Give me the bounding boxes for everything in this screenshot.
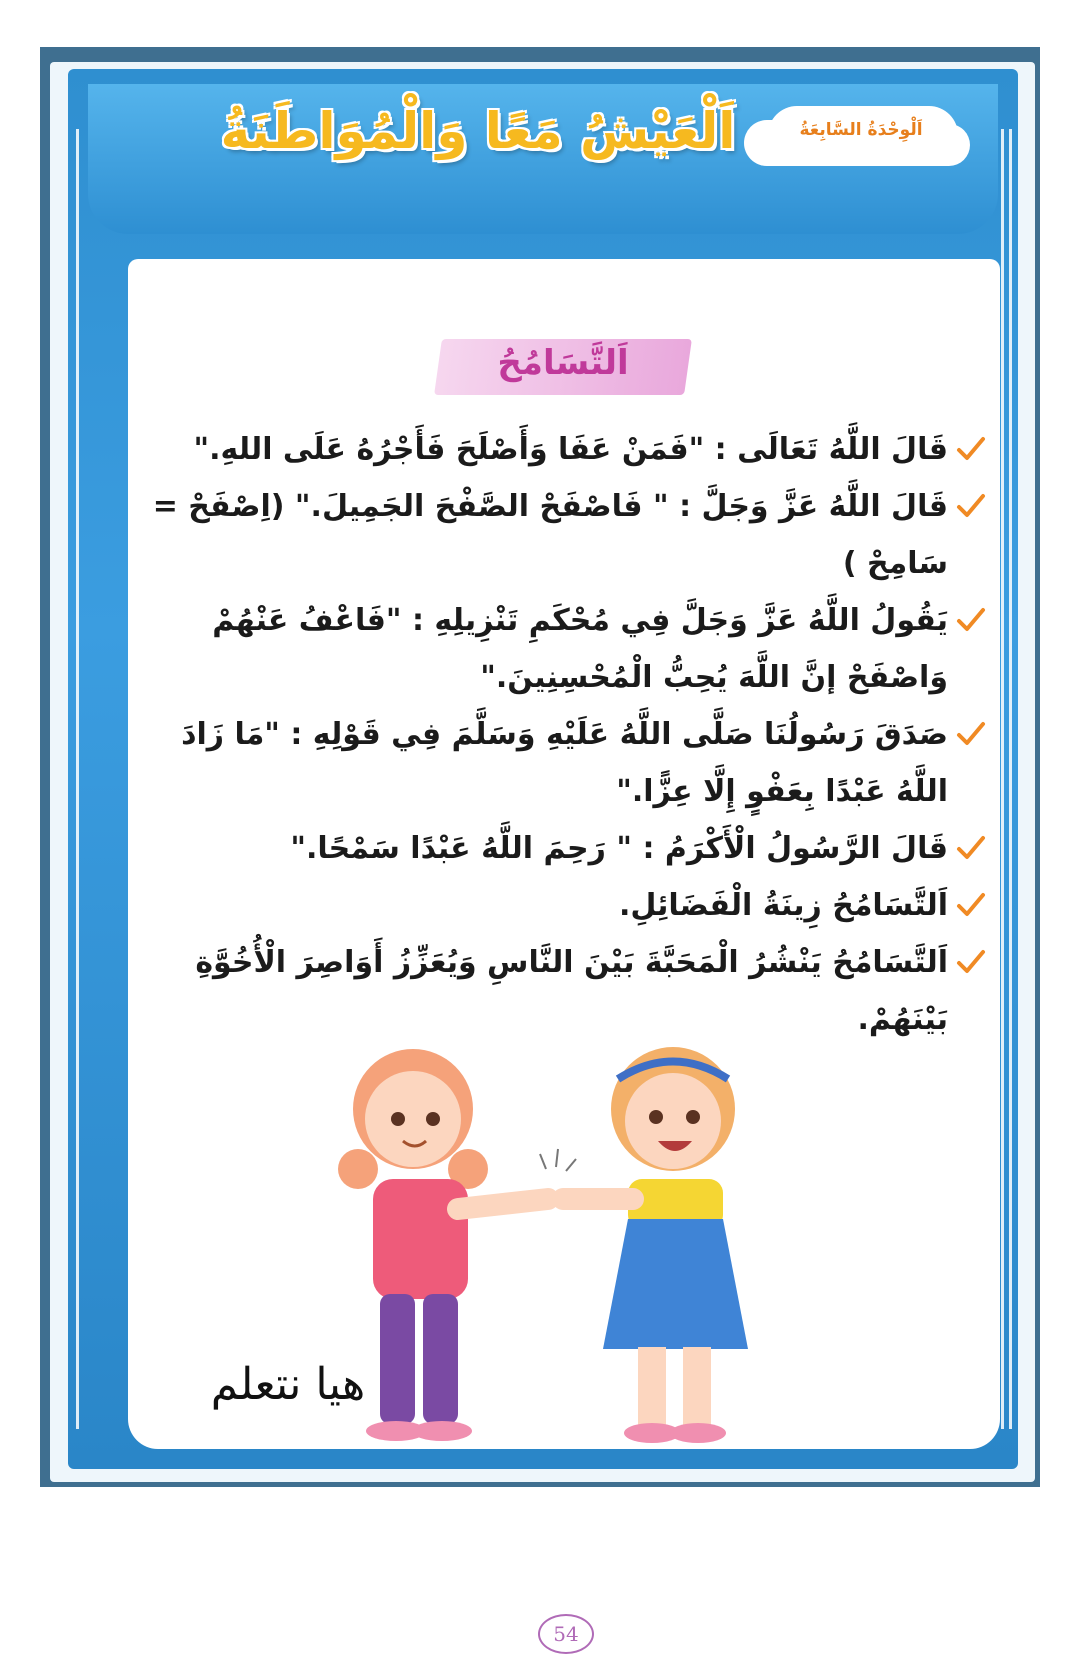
content-panel — [128, 259, 1000, 1646]
frame-stripe — [1009, 129, 1012, 1429]
list-item — [128, 421, 992, 478]
check-icon — [956, 834, 986, 862]
list-item-text: اَلتَّسَامُحُ زِينَةُ الْفَضَائِلِ. — [618, 888, 948, 923]
check-icon — [956, 948, 986, 976]
page-title: اَلْعَيْشُ مَعًا وَالْمُوَاطَنَةُ — [220, 102, 736, 160]
check-icon — [956, 720, 986, 748]
list-item-text: قَالَ اللَّهُ تَعَالَى : "فَمَنْ عَفَا وَأَصْلَحَ فَأَجْرُهُ عَلَى اللهِ." — [193, 432, 948, 467]
frame-stripe — [76, 129, 79, 1429]
list-item — [128, 820, 992, 877]
page-photo — [40, 47, 1040, 1646]
check-icon — [956, 492, 986, 520]
unit-label: اَلْوِحْدَةُ السَّابِعَةُ — [799, 120, 923, 140]
page-number: 54 — [538, 1614, 594, 1654]
lesson-title: اَلتَّسَامُحُ — [497, 343, 629, 383]
frame-stripe — [1001, 129, 1004, 1429]
list-item — [128, 706, 992, 820]
list-item — [128, 934, 992, 1048]
list-item-text: قَالَ الرَّسُولُ الْأَكْرَمُ : " رَحِمَ اللَّهُ عَبْدًا سَمْحًا." — [290, 831, 948, 866]
page-frame — [68, 69, 1018, 1646]
check-icon — [956, 606, 986, 634]
header-banner — [88, 84, 998, 234]
check-icon — [956, 891, 986, 919]
list-item-text: يَقُولُ اللَّهُ عَزَّ وَجَلَّ فِي مُحْكَمِ تَنْزِيلِهِ : "فَاعْفُ عَنْهُمْ وَاصْفَحْ إنَّ اللَّهَ يُحِبُّ الْمُحْسِنِينَ." — [212, 603, 948, 695]
list-item-text: اَلتَّسَامُحُ يَنْشُرُ الْمَحَبَّةَ بَيْنَ النَّاسِ وَيُعَزِّزُ أَوَاصِرَ الْأُخُوَّةِ بَيْنَهُمْ. — [195, 945, 948, 1037]
list-item — [128, 877, 992, 934]
check-icon — [956, 435, 986, 463]
list-item — [128, 478, 992, 592]
list-item-text: صَدَقَ رَسُولُنَا صَلَّى اللَّهُ عَلَيْهِ وَسَلَّمَ فِي قَوْلِهِ : "مَا زَادَ اللَّهُ عَبْدًا بِعَفْوٍ إِلَّا عِزًّا." — [181, 717, 948, 809]
girl-right — [563, 1047, 748, 1443]
list-item — [128, 592, 992, 706]
list-item-text: قَالَ اللَّهُ عَزَّ وَجَلَّ : " فَاصْفَحْ الصَّفْحَ الجَمِيلَ." (اِصْفَحْ = سَامِحْ ) — [152, 489, 948, 581]
motto-text: هيا نتعلم — [210, 1359, 366, 1410]
lesson-list — [128, 421, 992, 1048]
